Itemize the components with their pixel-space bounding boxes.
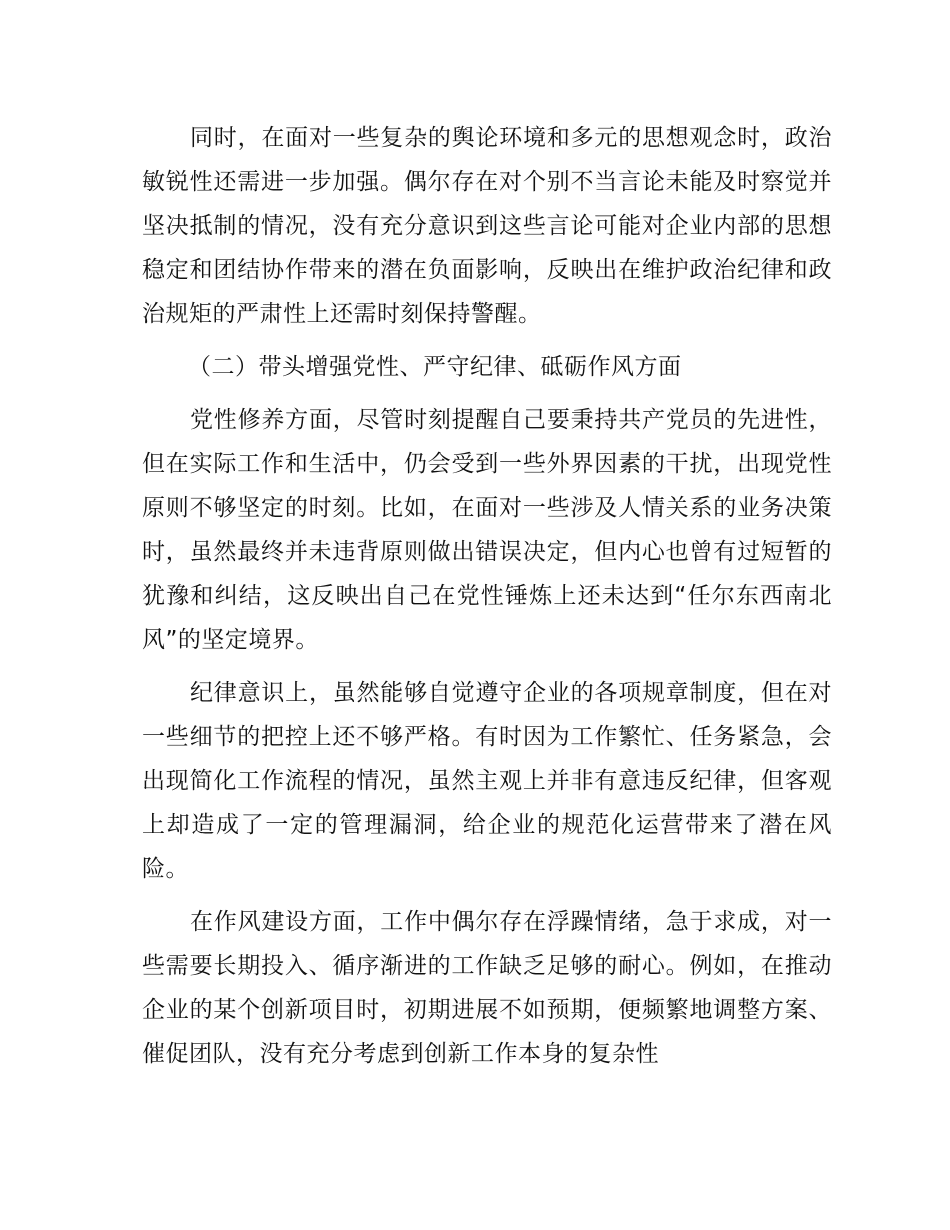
paragraph-political-sensitivity: 同时，在面对一些复杂的舆论环境和多元的思想观念时，政治敏锐性还需进一步加强。偶尔存在对个别不当言论未能及时察觉并坚决抵制的情况，没有充分意识到这些言论可能对企业内部的思想稳定和团结协作带来的潜在负面影响，反映出在维护政治纪律和政治规矩的严肃性上还需时刻保持警醒。 (142, 125, 832, 327)
paragraph-discipline: 纪律意识上，虽然能够自觉遵守企业的各项规章制度，但在对一些细节的把控上还不够严格。有时因为工作繁忙、任务紧急，会出现简化工作流程的情况，虽然主观上并非有意违反纪律，但客观上却造成了一定的管理漏洞，给企业的规范化运营带来了潜在风险。 (142, 680, 832, 882)
paragraph-work-style: 在作风建设方面，工作中偶尔存在浮躁情绪，急于求成，对一些需要长期投入、循序渐进的工作缺乏足够的耐心。例如，在推动企业的某个创新项目时，初期进展不如预期，便频繁地调整方案、催促团队，没有充分考虑到创新工作本身的复杂性 (142, 909, 832, 1067)
section-heading-2: （二）带头增强党性、严守纪律、砥砺作风方面 (188, 354, 682, 380)
document-body (142, 116, 832, 1085)
paragraph-party-spirit: 党性修养方面，尽管时刻提醒自己要秉持共产党员的先进性，但在实际工作和生活中，仍会受到一些外界因素的干扰，出现党性原则不够坚定的时刻。比如，在面对一些涉及人情关系的业务决策时，虽然最终并未违背原则做出错误决定，但内心也曾有过短暂的犹豫和纠结，这反映出自己在党性锤炼上还未达到“任尔东西南北风”的坚定境界。 (142, 407, 832, 653)
